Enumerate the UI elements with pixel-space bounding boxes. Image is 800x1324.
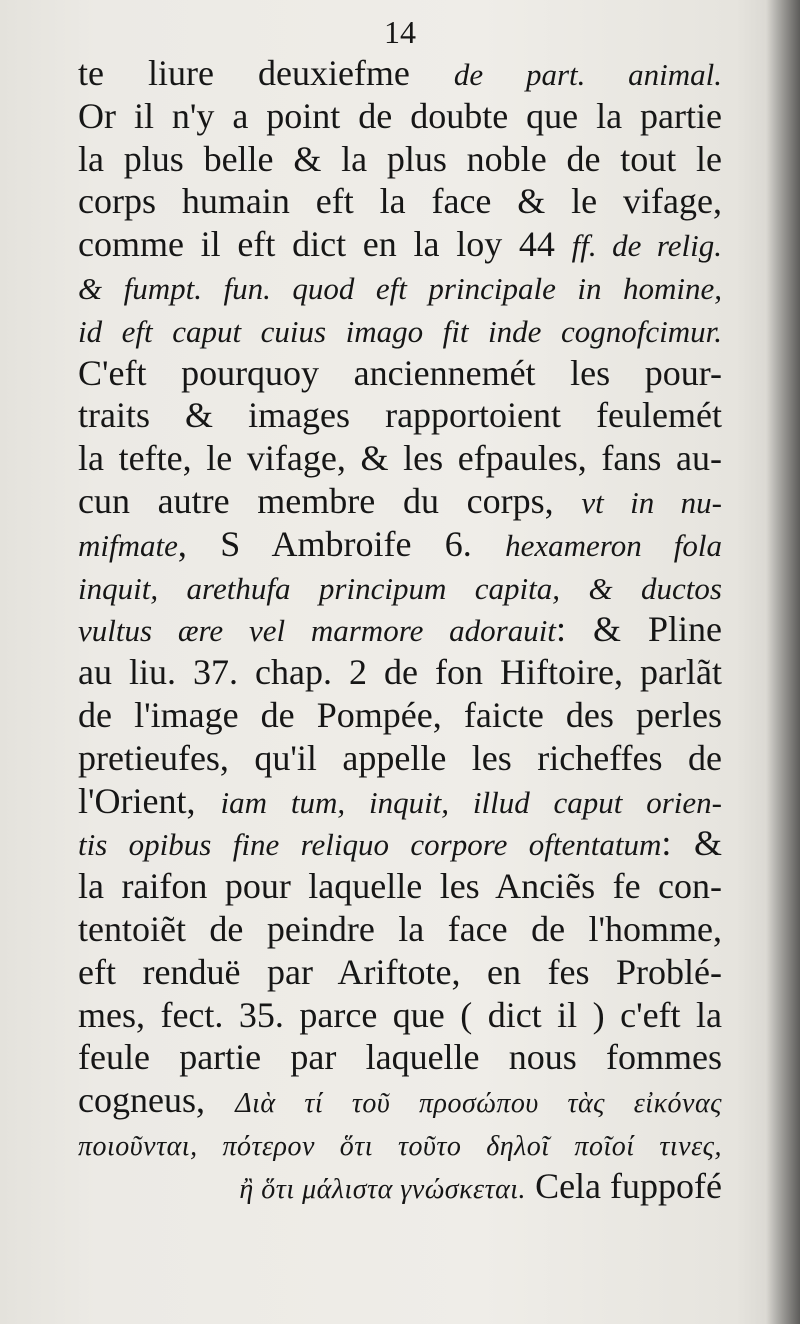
roman-text: : & bbox=[661, 823, 722, 864]
roman-text: Or il n'y a point de doubte que la partie bbox=[78, 95, 722, 136]
text-line bbox=[78, 1122, 722, 1165]
roman-text: mes, fect. 35. parce que ( dict il ) c'eft la bbox=[78, 994, 722, 1035]
text-line bbox=[78, 737, 722, 780]
roman-text: feule partie par laquelle nous fommes bbox=[78, 1037, 722, 1078]
roman-text: traits & images rapportoient feulemét bbox=[78, 395, 722, 436]
text-line bbox=[78, 1079, 722, 1122]
italic-text: & fumpt. fun. quod eft principale in homine, bbox=[78, 270, 722, 306]
text-line bbox=[78, 865, 722, 908]
roman-text: comme il eft dict en la loy 44 bbox=[78, 224, 572, 265]
page-number: 14 bbox=[384, 14, 416, 50]
italic-text: vt in nu- bbox=[581, 484, 723, 520]
roman-text: la plus belle & la plus noble de tout le bbox=[78, 138, 722, 179]
roman-text: la tefte, le vifage, & les efpaules, fans au- bbox=[78, 438, 722, 479]
text-line bbox=[78, 994, 722, 1037]
text-line bbox=[78, 651, 722, 694]
text-line bbox=[78, 822, 722, 865]
italic-text: vultus ære vel marmore adorauit bbox=[78, 613, 556, 649]
roman-text: l'Orient, bbox=[78, 780, 221, 821]
body-text bbox=[78, 52, 722, 1208]
roman-text: pretieufes, qu'il appelle les richeffes de bbox=[78, 737, 722, 778]
roman-text: corps humain eft la face & le vifage, bbox=[78, 181, 722, 222]
roman-text: cogneus, bbox=[78, 1080, 236, 1121]
roman-text: Cela fuppofé bbox=[526, 1165, 722, 1206]
roman-text: eft renduë par Ariftote, en fes Problé- bbox=[78, 951, 722, 992]
italic-text: tis opibus fine reliquo corpore oftentatum bbox=[78, 827, 662, 863]
roman-text: C'eft pourquoy anciennemét les pour- bbox=[78, 352, 722, 393]
italic-text: id eft caput cuius imago fit inde cognofcimur. bbox=[78, 313, 722, 349]
roman-text: , S Ambroife 6. bbox=[177, 523, 506, 564]
roman-text: de l'image de Pompée, faicte des perles bbox=[78, 694, 722, 735]
text-line bbox=[78, 780, 722, 823]
roman-text: au liu. 37. chap. 2 de fon Hiftoire, parlãt bbox=[78, 652, 722, 693]
text-line bbox=[78, 1036, 722, 1079]
roman-text: cun autre membre du corps, bbox=[78, 480, 582, 521]
italic-text: ff. de relig. bbox=[571, 228, 722, 264]
italic-text: iam tum, inquit, illud caput orien- bbox=[220, 784, 722, 820]
text-line bbox=[78, 480, 722, 523]
roman-text: : & Pline bbox=[555, 609, 722, 650]
text-line bbox=[78, 523, 722, 566]
greek-text: ἢ ὅτι μάλιστα γνώσκεται. bbox=[239, 1173, 527, 1205]
text-line bbox=[78, 138, 722, 181]
text-line bbox=[78, 52, 722, 95]
text-line bbox=[78, 608, 722, 651]
text-line bbox=[78, 908, 722, 951]
text-line bbox=[78, 437, 722, 480]
roman-text: la raifon pour laquelle les Anciẽs fe con- bbox=[78, 866, 722, 907]
text-line bbox=[78, 95, 722, 138]
text-line bbox=[78, 266, 722, 309]
roman-text: te liure deuxiefme bbox=[78, 53, 454, 93]
roman-text: tentoiẽt de peindre la face de l'homme, bbox=[78, 908, 722, 949]
text-line bbox=[78, 1165, 722, 1208]
text-line bbox=[78, 352, 722, 395]
text-line bbox=[78, 180, 722, 223]
text-line bbox=[78, 223, 722, 266]
italic-text: de part. animal. bbox=[453, 57, 722, 92]
text-line bbox=[78, 309, 722, 352]
text-line bbox=[78, 951, 722, 994]
greek-text: ποιοῦνται, πότερον ὅτι τοῦτο δηλοῖ ποῖοί τινες, bbox=[78, 1130, 722, 1162]
greek-text: Διὰ τί τοῦ προσώπου τὰς εἰκόνας bbox=[235, 1088, 723, 1120]
italic-text: hexameron fola bbox=[505, 527, 722, 563]
text-line bbox=[78, 566, 722, 609]
italic-text: inquit, arethufa principum capita, & ductos bbox=[78, 570, 722, 606]
page-edge-shadow bbox=[766, 0, 800, 1324]
italic-text: mifmate bbox=[78, 527, 178, 563]
text-line bbox=[78, 394, 722, 437]
text-line bbox=[78, 694, 722, 737]
